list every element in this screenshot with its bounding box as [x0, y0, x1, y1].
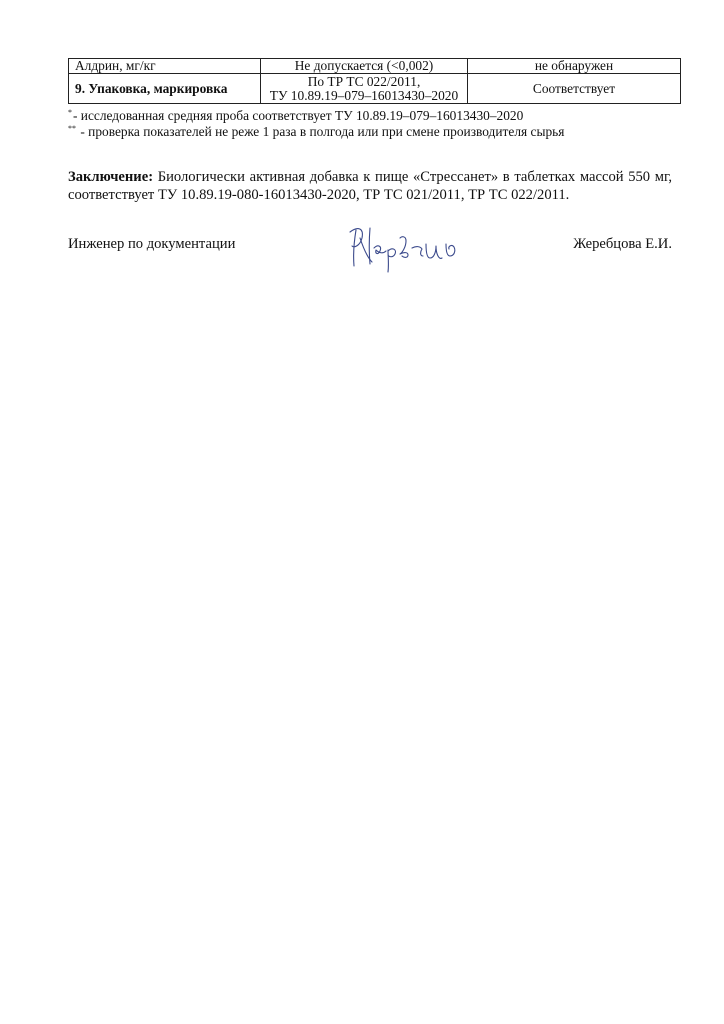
footnote-mark: *: [68, 108, 72, 117]
norm-cell: [261, 74, 468, 104]
conclusion-text: Биологически активная добавка к пище «Стрессанет» в таблетках массой 550 мг, соответствует ТУ 10.89.19-080-16013430-2020, ТР ТС 021/2011, ТР ТС 022/2011.: [68, 169, 672, 203]
handwritten-signature: [342, 218, 467, 274]
footnote-text: - проверка показателей не реже 1 раза в полгода или при смене производителя сырья: [77, 124, 565, 139]
norm-line: По ТР ТС 022/2011,: [307, 73, 421, 89]
result-cell: не обнаружен: [468, 59, 681, 74]
indicator-cell: 9. Упаковка, маркировка: [69, 74, 261, 104]
norm-line: Не допускается (<0,002): [294, 58, 434, 73]
footnote-mark: **: [68, 124, 76, 133]
footnote-text: - исследованная средняя проба соответствует ТУ 10.89.19–079–16013430–2020: [73, 108, 524, 123]
footnote: [68, 124, 564, 139]
results-table: [68, 58, 681, 104]
table-row: [69, 59, 681, 74]
table-row: [69, 74, 681, 104]
indicator-cell: Алдрин, мг/кг: [69, 59, 261, 74]
conclusion-label: Заключение:: [68, 169, 154, 185]
conclusion-paragraph: [68, 168, 672, 204]
norm-cell: [261, 59, 468, 74]
result-cell: Соответствует: [468, 74, 681, 104]
footnote: [68, 108, 523, 123]
signer-role: Инженер по документации: [68, 236, 236, 252]
signer-name: Жеребцова Е.И.: [573, 236, 672, 252]
norm-line: ТУ 10.89.19–079–16013430–2020: [269, 87, 459, 103]
